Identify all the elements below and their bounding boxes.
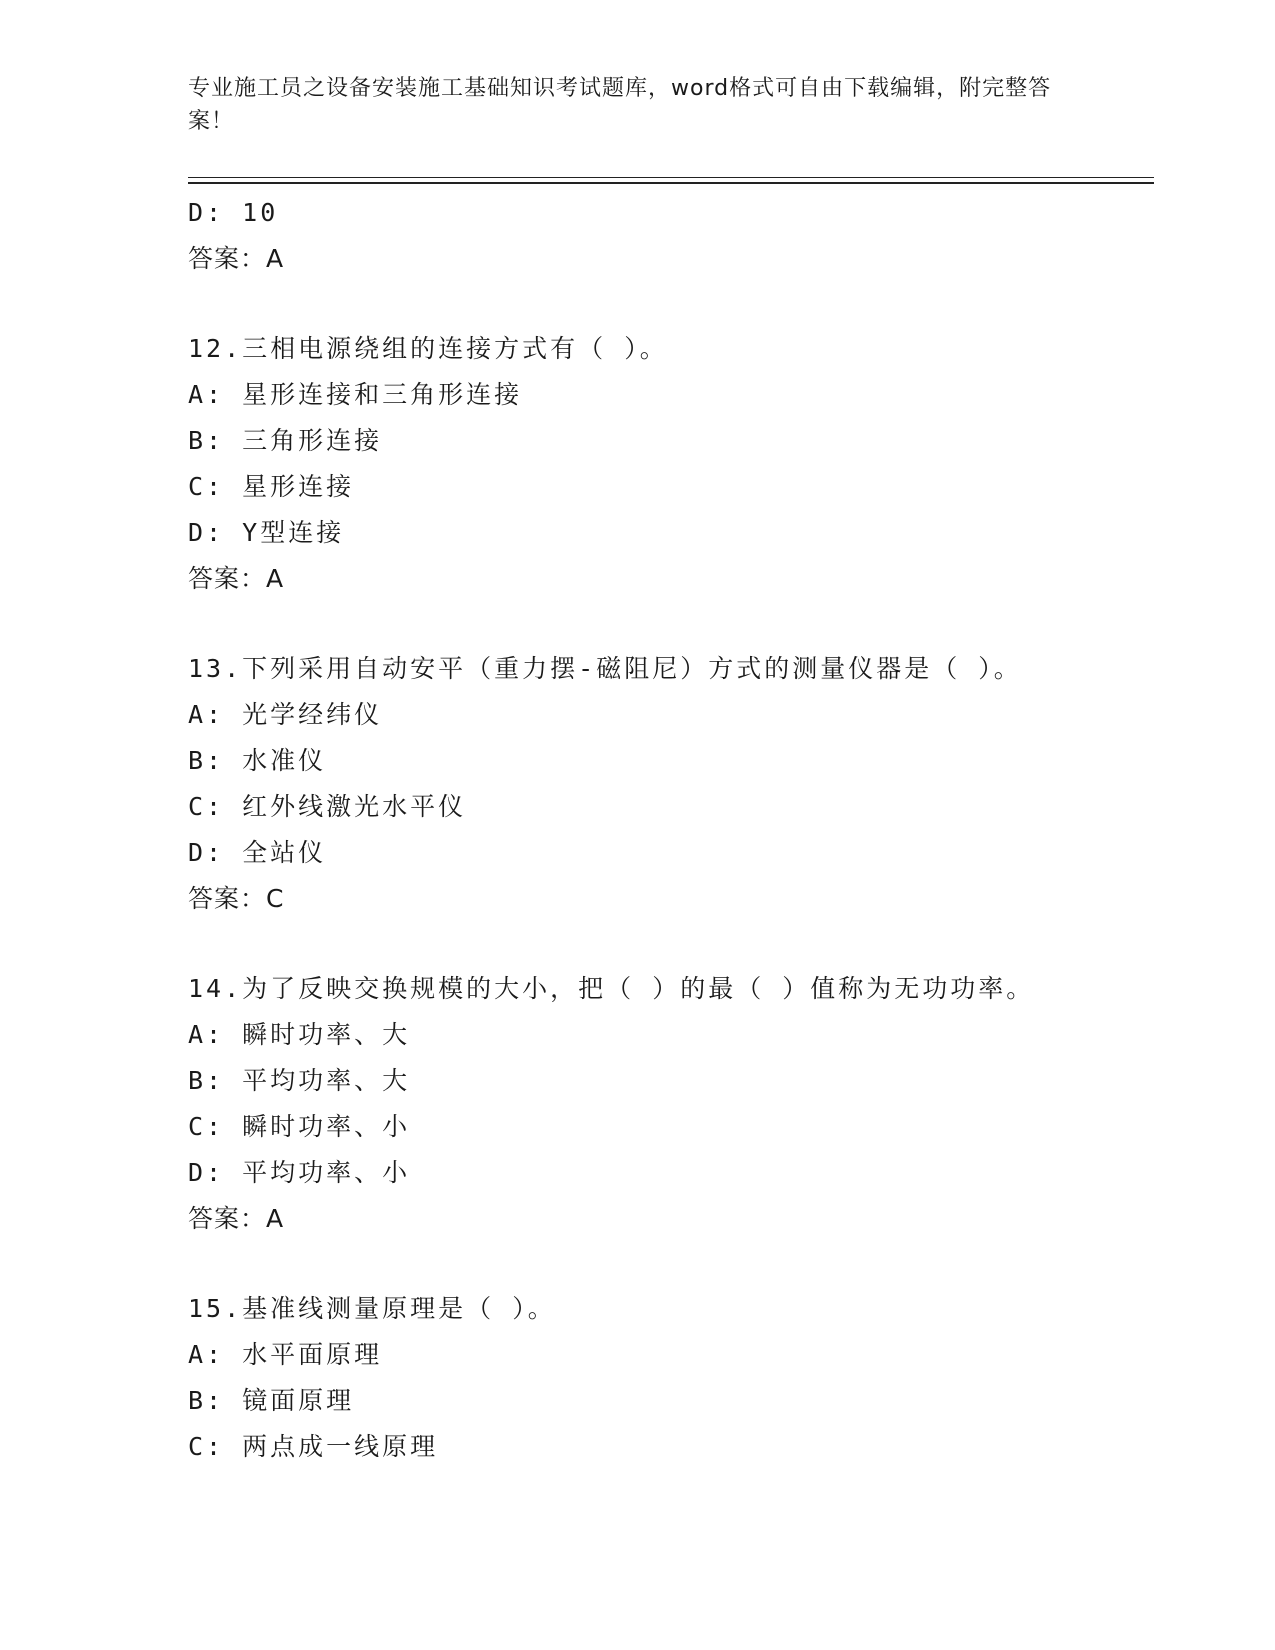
question-block: [188, 326, 1148, 602]
document-header: 专业施工员之设备安装施工基础知识考试题库，word格式可自由下载编辑，附完整答案！: [188, 76, 1052, 134]
answer-line: 答案：A: [188, 564, 285, 593]
option-a: A: 星形连接和三角形连接: [188, 380, 523, 409]
question-block: [188, 190, 1148, 282]
answer-line: 答案：A: [188, 244, 285, 273]
option-d: D: Y型连接: [188, 518, 345, 547]
option-b: B: 三角形连接: [188, 426, 383, 455]
option-d: D: 全站仪: [188, 838, 327, 867]
option-b: B: 镜面原理: [188, 1386, 355, 1415]
answer-line: 答案：C: [188, 884, 285, 913]
option-c: C: 红外线激光水平仪: [188, 792, 467, 821]
option-d: D: 平均功率、小: [188, 1158, 411, 1187]
question-stem: 14.为了反映交换规模的大小，把（ ）的最（ ）值称为无功功率。: [188, 974, 1035, 1003]
option-b: B: 平均功率、大: [188, 1066, 411, 1095]
header-rule-thin: [188, 177, 1154, 178]
question-block: [188, 1286, 1148, 1470]
option-c: C: 瞬时功率、小: [188, 1112, 411, 1141]
option-d: D: 10: [188, 198, 279, 227]
question-list: [188, 190, 1148, 1470]
option-a: A: 光学经纬仪: [188, 700, 383, 729]
question-stem: 13.下列采用自动安平（重力摆-磁阻尼）方式的测量仪器是（ ）。: [188, 654, 1022, 683]
question-block: [188, 966, 1148, 1242]
question-stem: 15.基准线测量原理是（ ）。: [188, 1294, 556, 1323]
option-c: C: 星形连接: [188, 472, 355, 501]
question-block: [188, 646, 1148, 922]
answer-line: 答案：A: [188, 1204, 285, 1233]
option-c: C: 两点成一线原理: [188, 1432, 439, 1461]
option-a: A: 瞬时功率、大: [188, 1020, 411, 1049]
question-stem: 12.三相电源绕组的连接方式有（ ）。: [188, 334, 668, 363]
option-b: B: 水准仪: [188, 746, 327, 775]
header-rule-thick: [188, 182, 1154, 184]
option-a: A: 水平面原理: [188, 1340, 383, 1369]
